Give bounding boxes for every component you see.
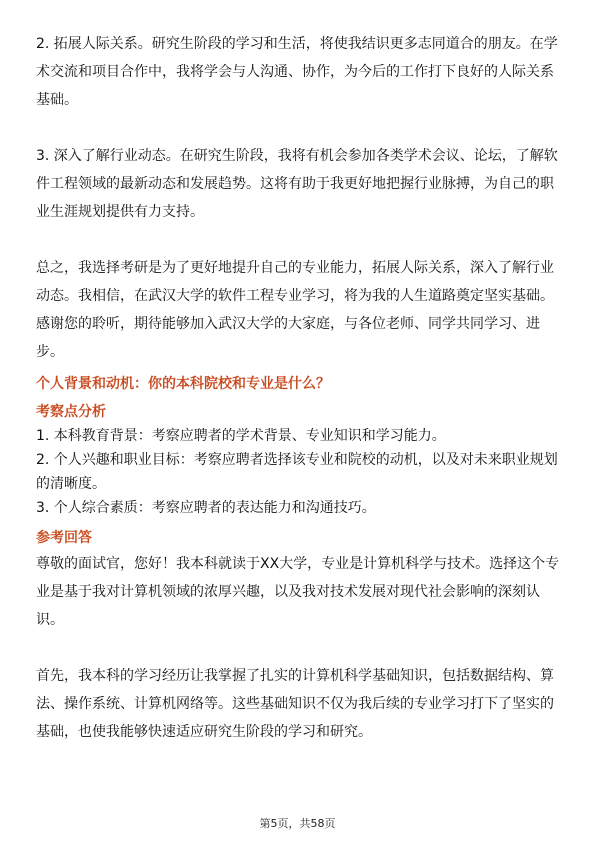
- answer-paragraph-intro: 尊敬的面试官，您好！我本科就读于XX大学，专业是计算机科学与技术。选择这个专业是基于我对计算机领域的浓厚兴趣，以及我对技术发展对现代社会影响的深刻认识。: [36, 556, 560, 628]
- paragraph-gap: [36, 634, 566, 662]
- paragraph-industry-trends: 3. 深入了解行业动态。在研究生阶段，我将有机会参加各类学术会议、论坛，了解软件工程领域的最新动态和发展趋势。这将有助于我更好地把握行业脉搏，为自己的职业生涯规划提供有力支持。: [36, 148, 558, 220]
- document-content: [36, 30, 566, 746]
- question-heading: 个人背景和动机：你的本科院校和专业是什么？: [36, 376, 330, 392]
- analysis-item-motivation: 2. 个人兴趣和职业目标：考察应聘者选择该专业和院校的动机，以及对未来职业规划的清晰度。: [36, 452, 558, 492]
- answer-paragraph-first: 首先，我本科的学习经历让我掌握了扎实的计算机科学基础知识，包括数据结构、算法、操作系统、计算机网络等。这些基础知识不仅为我后续的专业学习打下了坚实的基础，也使我能够快速适应研究生阶段的学习和研究。: [36, 668, 554, 740]
- paragraph-gap: [36, 226, 566, 254]
- analysis-item-education: 1. 本科教育背景：考察应聘者的学术背景、专业知识和学习能力。: [36, 428, 446, 444]
- paragraph-conclusion: 总之，我选择考研是为了更好地提升自己的专业能力，拓展人际关系，深入了解行业动态。我相信，在武汉大学的软件工程专业学习，将为我的人生道路奠定坚实基础。感谢您的聆听，期待能够加入武汉大学的大家庭，与各位老师、同学共同学习、进步。: [36, 260, 554, 360]
- analysis-item-quality: 3. 个人综合素质：考察应聘者的表达能力和沟通技巧。: [36, 500, 376, 516]
- analysis-heading: 考察点分析: [36, 404, 106, 420]
- paragraph-expand-relationships: 2. 拓展人际关系。研究生阶段的学习和生活，将使我结识更多志同道合的朋友。在学术交流和项目合作中，我将学会与人沟通、协作，为今后的工作打下良好的人际关系基础。: [36, 36, 558, 108]
- paragraph-gap: [36, 114, 566, 142]
- page-footer: 第5页，共58页: [259, 817, 336, 830]
- answer-heading: 参考回答: [36, 530, 92, 546]
